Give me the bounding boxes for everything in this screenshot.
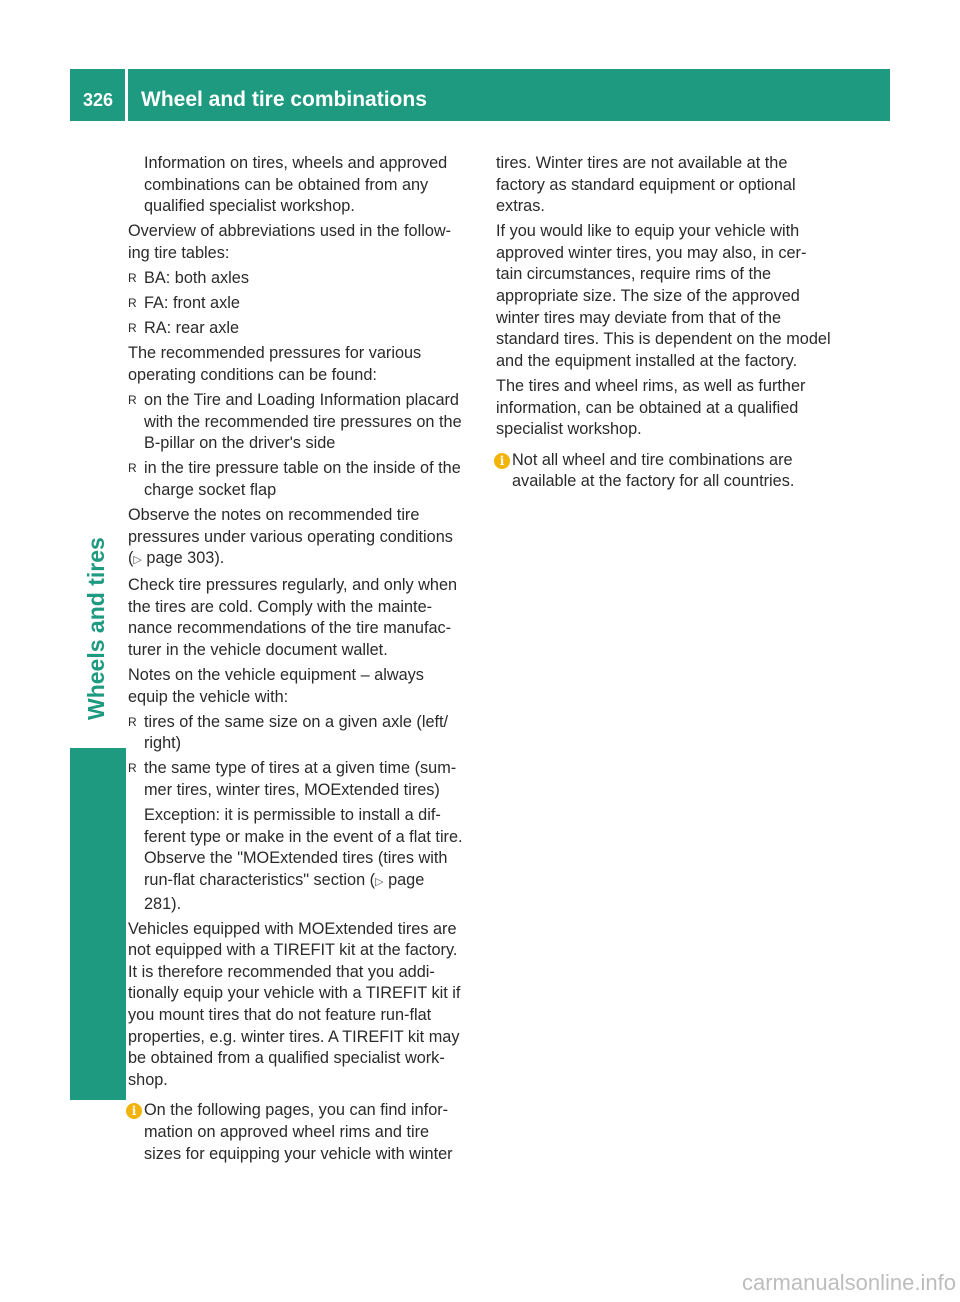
winter-rims-paragraph: If you would like to equip your vehicle with approved winter tires, you may also, in cer-tain circumstances, require rims of the appropriate size. The size of the approved winter tires may deviate from that of the standard tires. This is dependent on the model and the equipment installed at the factory.	[496, 222, 831, 370]
left-column	[128, 153, 464, 1165]
list-item: R the same type of tires at a given time (sum-mer tires, winter tires, MOExtended tires)	[128, 759, 457, 800]
bullet-icon: R	[128, 321, 137, 336]
page-ref-link[interactable]: page 303).	[141, 549, 225, 568]
info-icon: i	[494, 453, 510, 469]
list-item: R tires of the same size on a given axle (left/ right)	[128, 712, 449, 753]
pressure-intro: The recommended pressures for various operating conditions can be found:	[128, 344, 422, 384]
page-ref-arrow-icon: ▷	[375, 875, 384, 888]
list-item: R in the tire pressure table on the inside of the charge socket flap	[128, 459, 461, 499]
bullet-icon: R	[128, 270, 137, 285]
intro-paragraph: Information on tires, wheels and approved combinations can be obtained from any qualified specialist workshop.	[144, 154, 448, 216]
side-tab-label: Wheels and tires	[83, 537, 109, 720]
check-pressure-paragraph: Check tire pressures regularly, and only when the tires are cold. Comply with the mainte-nance recommendations of the tire manufac-turer in the vehicle document wallet.	[128, 576, 458, 659]
list-item: R on the Tire and Loading Information placard with the recommended tire pressures on the B-pillar on the driver's side	[128, 390, 462, 453]
watermark: carmanualsonline.info	[741, 1270, 956, 1295]
pressure-notes-paragraph: Observe the notes on recommended tire pressures under various operating conditions (▷ page 303).	[128, 505, 453, 568]
bullet-icon: R	[128, 461, 137, 476]
list-item: R RA: rear axle	[128, 318, 464, 340]
bullet-icon: R	[128, 296, 137, 311]
winter-tires-paragraph: tires. Winter tires are not available at the factory as standard equipment or optional extras.	[496, 154, 796, 216]
list-item: R FA: front axle	[128, 293, 464, 315]
tirefit-paragraph: Vehicles equipped with MOExtended tires are not equipped with a TIREFIT kit at the factory. It is therefore recommended that you addi-tionally equip your vehicle with a TIREFIT kit if you mount tires that do not feature run-flat properties, e.g. winter tires. A TIREFIT kit may be obtained from a qualified specialist work-shop.	[128, 919, 461, 1089]
exception-paragraph: Exception: it is permissible to install a dif-ferent type or make in the event of a flat tire. Observe the "MOExtended tires (tires with run-flat characteristics" section (▷ page 281).	[144, 806, 463, 913]
page-ref-link[interactable]: page 281).	[144, 870, 425, 913]
header-divider	[125, 69, 128, 121]
abbrev-intro: Overview of abbreviations used in the follow-ing tire tables:	[128, 222, 452, 262]
page-title: Wheel and tire combinations	[141, 88, 427, 111]
right-column	[496, 153, 832, 493]
bullet-icon: R	[128, 714, 137, 729]
page-number: 326	[83, 90, 114, 110]
info-icon: i	[126, 1103, 142, 1119]
info-note: i On the following pages, you can find infor-mation on approved wheel rims and tire sizes for equipping your vehicle with winter	[128, 1100, 464, 1165]
page-ref-arrow-icon: ▷	[133, 554, 142, 567]
info-note: i Not all wheel and tire combinations are available at the factory for all countries.	[496, 450, 832, 493]
list-item: R BA: both axles	[128, 268, 464, 290]
header-bar	[70, 69, 890, 121]
workshop-paragraph: The tires and wheel rims, as well as further information, can be obtained at a qualified specialist workshop.	[496, 376, 806, 439]
bullet-icon: R	[128, 392, 137, 407]
bullet-icon: R	[128, 761, 137, 776]
equipment-intro: Notes on the vehicle equipment – always equip the vehicle with:	[128, 666, 424, 706]
side-tab-block	[70, 748, 126, 1100]
